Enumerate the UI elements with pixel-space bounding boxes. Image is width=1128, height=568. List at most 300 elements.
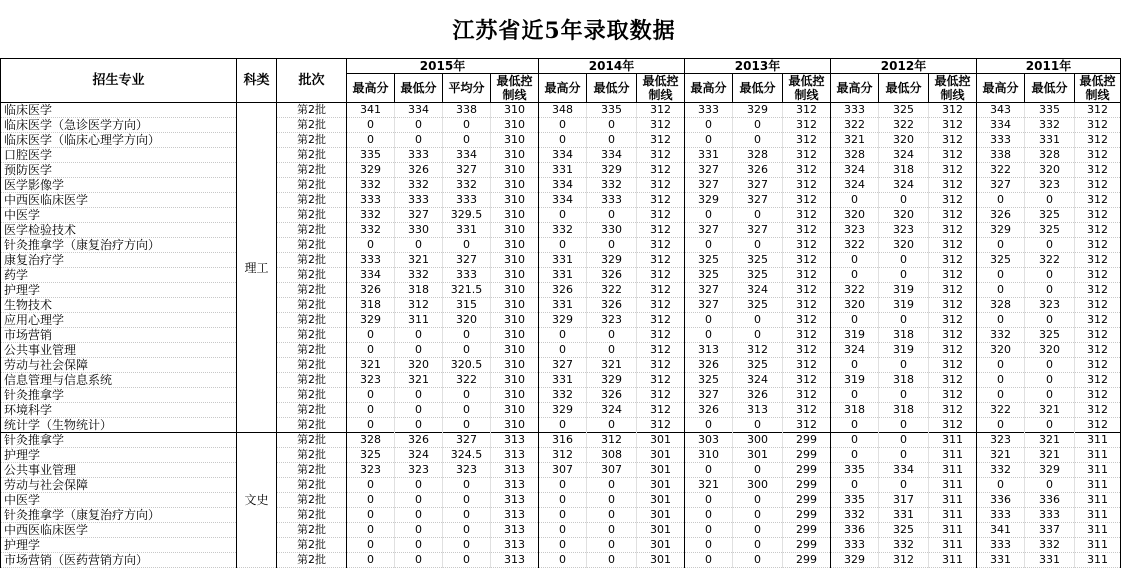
cell-score: 325: [879, 103, 929, 118]
cell-score: 311: [929, 463, 977, 478]
cell-score: 320: [831, 298, 879, 313]
cell-score: 312: [637, 223, 685, 238]
cell-score: 0: [733, 133, 783, 148]
cell-batch: 第2批: [277, 193, 347, 208]
cell-score: 321: [831, 133, 879, 148]
cell-score: 311: [929, 478, 977, 493]
table-row: [1, 388, 1121, 403]
cell-score: 312: [783, 208, 831, 223]
cell-score: 0: [1025, 268, 1075, 283]
cell-score: 327: [685, 178, 733, 193]
cell-batch: 第2批: [277, 373, 347, 388]
table-row: [1, 103, 1121, 118]
cell-score: 323: [347, 463, 395, 478]
cell-score: 327: [685, 388, 733, 403]
cell-score: 312: [929, 358, 977, 373]
header-avg-2015: 平均分: [443, 74, 491, 103]
cell-major: 康复治疗学: [1, 253, 237, 268]
cell-score: 310: [685, 448, 733, 463]
cell-score: 0: [977, 388, 1025, 403]
table-row: [1, 208, 1121, 223]
cell-score: 0: [587, 553, 637, 568]
cell-score: 312: [1075, 148, 1121, 163]
cell-score: 324.5: [443, 448, 491, 463]
cell-score: 0: [977, 358, 1025, 373]
table-row: [1, 118, 1121, 133]
cell-score: 324: [831, 178, 879, 193]
cell-score: 301: [637, 478, 685, 493]
cell-score: 312: [395, 298, 443, 313]
cell-score: 331: [443, 223, 491, 238]
cell-score: 0: [443, 538, 491, 553]
cell-score: 328: [831, 148, 879, 163]
cell-score: 328: [347, 433, 395, 448]
cell-score: 0: [347, 538, 395, 553]
cell-score: 312: [1075, 238, 1121, 253]
cell-major: 统计学（生物统计）: [1, 418, 237, 433]
cell-score: 333: [347, 253, 395, 268]
cell-score: 326: [587, 268, 637, 283]
table-row: [1, 418, 1121, 433]
cell-score: 0: [395, 328, 443, 343]
cell-score: 0: [347, 508, 395, 523]
cell-score: 0: [879, 358, 929, 373]
header-year-2011: 2011年: [977, 59, 1121, 74]
header-min-2012: 最低分: [879, 74, 929, 103]
cell-score: 326: [587, 388, 637, 403]
cell-score: 312: [733, 343, 783, 358]
cell-score: 321: [977, 448, 1025, 463]
cell-score: 318: [395, 283, 443, 298]
cell-score: 331: [685, 148, 733, 163]
cell-score: 312: [929, 403, 977, 418]
cell-score: 333: [977, 133, 1025, 148]
cell-score: 0: [1025, 478, 1075, 493]
cell-score: 0: [733, 328, 783, 343]
cell-score: 324: [879, 178, 929, 193]
cell-score: 0: [1025, 238, 1075, 253]
cell-batch: 第2批: [277, 463, 347, 478]
cell-score: 329: [977, 223, 1025, 238]
cell-major: 针灸推拿学: [1, 388, 237, 403]
cell-score: 0: [1025, 313, 1075, 328]
cell-score: 329: [539, 313, 587, 328]
cell-score: 329: [587, 373, 637, 388]
cell-score: 0: [347, 478, 395, 493]
cell-score: 0: [1025, 193, 1075, 208]
cell-score: 0: [443, 553, 491, 568]
cell-score: 310: [491, 163, 539, 178]
cell-score: 0: [831, 358, 879, 373]
cell-score: 0: [831, 478, 879, 493]
table-row: [1, 238, 1121, 253]
cell-score: 0: [685, 523, 733, 538]
cell-score: 0: [685, 553, 733, 568]
cell-score: 312: [879, 553, 929, 568]
cell-score: 312: [637, 328, 685, 343]
cell-score: 312: [929, 238, 977, 253]
cell-score: 332: [395, 178, 443, 193]
cell-score: 0: [587, 508, 637, 523]
cell-score: 311: [1075, 538, 1121, 553]
cell-score: 312: [929, 133, 977, 148]
header-min-2015: 最低分: [395, 74, 443, 103]
cell-score: 320.5: [443, 358, 491, 373]
cell-score: 326: [347, 283, 395, 298]
cell-score: 333: [685, 103, 733, 118]
table-row: [1, 403, 1121, 418]
cell-score: 312: [637, 193, 685, 208]
cell-score: 328: [733, 148, 783, 163]
cell-score: 343: [977, 103, 1025, 118]
cell-score: 322: [1025, 253, 1075, 268]
cell-score: 310: [491, 193, 539, 208]
cell-score: 312: [1075, 103, 1121, 118]
cell-score: 0: [443, 478, 491, 493]
cell-score: 312: [637, 358, 685, 373]
cell-score: 320: [879, 238, 929, 253]
cell-score: 0: [587, 343, 637, 358]
table-row: [1, 343, 1121, 358]
cell-score: 311: [929, 523, 977, 538]
cell-score: 299: [783, 448, 831, 463]
cell-batch: 第2批: [277, 538, 347, 553]
cell-score: 312: [783, 253, 831, 268]
cell-score: 319: [879, 298, 929, 313]
cell-score: 312: [1075, 388, 1121, 403]
cell-score: 312: [929, 283, 977, 298]
cell-batch: 第2批: [277, 208, 347, 223]
cell-score: 333: [977, 508, 1025, 523]
cell-score: 313: [491, 433, 539, 448]
cell-score: 312: [1075, 133, 1121, 148]
cell-score: 312: [637, 418, 685, 433]
cell-score: 311: [1075, 523, 1121, 538]
cell-score: 307: [539, 463, 587, 478]
cell-score: 0: [831, 268, 879, 283]
cell-score: 322: [831, 238, 879, 253]
table-row: [1, 193, 1121, 208]
cell-batch: 第2批: [277, 118, 347, 133]
cell-score: 321.5: [443, 283, 491, 298]
cell-score: 312: [1075, 193, 1121, 208]
cell-score: 312: [783, 403, 831, 418]
cell-score: 0: [733, 523, 783, 538]
cell-score: 312: [1075, 223, 1121, 238]
cell-score: 322: [977, 163, 1025, 178]
cell-score: 318: [347, 298, 395, 313]
cell-major: 护理学: [1, 448, 237, 463]
cell-score: 312: [1075, 343, 1121, 358]
cell-score: 312: [783, 268, 831, 283]
cell-score: 0: [395, 538, 443, 553]
cell-score: 299: [783, 553, 831, 568]
cell-batch: 第2批: [277, 343, 347, 358]
cell-score: 301: [637, 553, 685, 568]
cell-score: 0: [347, 493, 395, 508]
cell-score: 311: [1075, 553, 1121, 568]
cell-score: 0: [587, 493, 637, 508]
cell-category: 文史: [237, 433, 277, 568]
cell-score: 0: [977, 268, 1025, 283]
cell-batch: 第2批: [277, 328, 347, 343]
cell-score: 338: [977, 148, 1025, 163]
table-row: [1, 463, 1121, 478]
cell-score: 332: [539, 388, 587, 403]
cell-score: 335: [1025, 103, 1075, 118]
cell-score: 331: [539, 268, 587, 283]
cell-score: 312: [637, 253, 685, 268]
cell-score: 0: [347, 238, 395, 253]
cell-score: 312: [929, 388, 977, 403]
cell-score: 312: [929, 103, 977, 118]
table-row: [1, 283, 1121, 298]
cell-score: 312: [783, 373, 831, 388]
cell-score: 331: [1025, 553, 1075, 568]
cell-score: 0: [395, 478, 443, 493]
cell-score: 329: [831, 553, 879, 568]
cell-score: 310: [491, 103, 539, 118]
cell-major: 针灸推拿学（康复治疗方向）: [1, 238, 237, 253]
table-row: [1, 538, 1121, 553]
cell-score: 332: [1025, 118, 1075, 133]
cell-score: 324: [733, 283, 783, 298]
cell-score: 326: [395, 433, 443, 448]
cell-score: 327: [685, 298, 733, 313]
cell-score: 0: [879, 433, 929, 448]
cell-score: 323: [1025, 298, 1075, 313]
header-max-2012: 最高分: [831, 74, 879, 103]
cell-major: 针灸推拿学: [1, 433, 237, 448]
cell-score: 332: [831, 508, 879, 523]
cell-score: 310: [491, 268, 539, 283]
cell-major: 中西医临床医学: [1, 193, 237, 208]
cell-score: 312: [929, 313, 977, 328]
cell-score: 0: [539, 238, 587, 253]
cell-score: 0: [443, 508, 491, 523]
cell-score: 329: [347, 163, 395, 178]
cell-score: 337: [1025, 523, 1075, 538]
cell-score: 312: [929, 208, 977, 223]
cell-score: 333: [587, 193, 637, 208]
header-min-2013: 最低分: [733, 74, 783, 103]
cell-score: 0: [733, 463, 783, 478]
cell-batch: 第2批: [277, 388, 347, 403]
cell-score: 324: [587, 403, 637, 418]
cell-score: 307: [587, 463, 637, 478]
cell-score: 335: [587, 103, 637, 118]
cell-batch: 第2批: [277, 493, 347, 508]
cell-score: 327: [685, 163, 733, 178]
cell-score: 333: [443, 193, 491, 208]
cell-score: 312: [1075, 358, 1121, 373]
cell-score: 303: [685, 433, 733, 448]
cell-score: 332: [347, 208, 395, 223]
cell-score: 333: [395, 193, 443, 208]
cell-score: 320: [1025, 163, 1075, 178]
cell-score: 332: [879, 538, 929, 553]
cell-score: 0: [1025, 418, 1075, 433]
cell-score: 299: [783, 433, 831, 448]
cell-score: 331: [879, 508, 929, 523]
cell-score: 312: [637, 103, 685, 118]
cell-batch: 第2批: [277, 553, 347, 568]
cell-score: 0: [587, 133, 637, 148]
cell-score: 312: [929, 118, 977, 133]
cell-score: 312: [637, 313, 685, 328]
cell-major: 临床医学（急诊医学方向）: [1, 118, 237, 133]
cell-score: 0: [685, 493, 733, 508]
cell-score: 336: [831, 523, 879, 538]
cell-score: 0: [587, 118, 637, 133]
cell-score: 311: [1075, 448, 1121, 463]
cell-score: 0: [539, 538, 587, 553]
table-row: [1, 253, 1121, 268]
cell-score: 334: [587, 148, 637, 163]
cell-score: 312: [783, 343, 831, 358]
cell-score: 310: [491, 328, 539, 343]
cell-major: 护理学: [1, 283, 237, 298]
cell-score: 312: [539, 448, 587, 463]
cell-score: 321: [685, 478, 733, 493]
cell-score: 0: [879, 448, 929, 463]
cell-score: 0: [879, 193, 929, 208]
cell-score: 312: [1075, 208, 1121, 223]
cell-score: 312: [637, 298, 685, 313]
header-max-2014: 最高分: [539, 74, 587, 103]
cell-batch: 第2批: [277, 238, 347, 253]
cell-score: 299: [783, 493, 831, 508]
cell-batch: 第2批: [277, 478, 347, 493]
table-row: [1, 268, 1121, 283]
cell-score: 0: [1025, 388, 1075, 403]
cell-batch: 第2批: [277, 283, 347, 298]
cell-score: 0: [733, 118, 783, 133]
cell-score: 333: [831, 538, 879, 553]
cell-score: 312: [783, 133, 831, 148]
cell-score: 310: [491, 358, 539, 373]
cell-score: 301: [637, 448, 685, 463]
cell-score: 300: [733, 433, 783, 448]
cell-major: 针灸推拿学（康复治疗方向）: [1, 508, 237, 523]
cell-score: 325: [733, 358, 783, 373]
table-row: [1, 313, 1121, 328]
table-row: [1, 493, 1121, 508]
cell-score: 325: [1025, 328, 1075, 343]
cell-score: 321: [347, 358, 395, 373]
header-year-2015: 2015年: [347, 59, 539, 74]
cell-score: 329: [685, 193, 733, 208]
cell-score: 324: [733, 373, 783, 388]
cell-score: 0: [347, 118, 395, 133]
cell-score: 311: [1075, 508, 1121, 523]
cell-score: 0: [733, 538, 783, 553]
cell-score: 313: [491, 463, 539, 478]
cell-score: 325: [977, 253, 1025, 268]
cell-score: 0: [443, 493, 491, 508]
cell-score: 0: [977, 418, 1025, 433]
cell-score: 299: [783, 478, 831, 493]
cell-score: 326: [977, 208, 1025, 223]
cell-score: 311: [1075, 433, 1121, 448]
cell-major: 医学影像学: [1, 178, 237, 193]
cell-score: 326: [733, 163, 783, 178]
cell-score: 0: [587, 328, 637, 343]
cell-score: 311: [1075, 493, 1121, 508]
header-control-2014: 最低控制线: [637, 74, 685, 103]
cell-score: 299: [783, 523, 831, 538]
header-year-2013: 2013年: [685, 59, 831, 74]
cell-score: 0: [879, 388, 929, 403]
cell-score: 325: [685, 253, 733, 268]
cell-score: 0: [685, 238, 733, 253]
cell-score: 326: [395, 163, 443, 178]
table-row: [1, 223, 1121, 238]
cell-score: 0: [395, 493, 443, 508]
cell-score: 0: [733, 208, 783, 223]
cell-score: 312: [637, 238, 685, 253]
cell-score: 327: [733, 223, 783, 238]
cell-score: 312: [783, 358, 831, 373]
cell-score: 327: [733, 193, 783, 208]
cell-score: 312: [783, 103, 831, 118]
header-major: 招生专业: [1, 59, 237, 103]
cell-score: 312: [929, 298, 977, 313]
cell-score: 325: [685, 373, 733, 388]
cell-score: 313: [491, 523, 539, 538]
cell-score: 299: [783, 463, 831, 478]
cell-score: 0: [733, 418, 783, 433]
cell-major: 劳动与社会保障: [1, 478, 237, 493]
cell-score: 333: [977, 538, 1025, 553]
cell-major: 公共事业管理: [1, 463, 237, 478]
cell-score: 327: [395, 208, 443, 223]
cell-score: 312: [637, 268, 685, 283]
cell-score: 0: [831, 418, 879, 433]
cell-score: 0: [831, 448, 879, 463]
cell-score: 312: [1075, 178, 1121, 193]
cell-score: 326: [733, 388, 783, 403]
cell-score: 312: [637, 388, 685, 403]
cell-major: 市场营销（医药营销方向）: [1, 553, 237, 568]
table-row: [1, 178, 1121, 193]
cell-score: 319: [879, 343, 929, 358]
cell-score: 0: [879, 418, 929, 433]
cell-score: 332: [1025, 538, 1075, 553]
cell-score: 300: [733, 478, 783, 493]
cell-major: 临床医学（临床心理学方向）: [1, 133, 237, 148]
cell-score: 310: [491, 208, 539, 223]
cell-score: 325: [879, 523, 929, 538]
cell-score: 0: [879, 313, 929, 328]
cell-score: 312: [929, 343, 977, 358]
table-body: [1, 103, 1121, 568]
cell-score: 0: [443, 388, 491, 403]
cell-score: 0: [587, 238, 637, 253]
cell-score: 312: [929, 178, 977, 193]
cell-score: 0: [395, 388, 443, 403]
cell-score: 311: [929, 433, 977, 448]
cell-score: 312: [783, 313, 831, 328]
cell-score: 301: [637, 493, 685, 508]
cell-score: 0: [831, 313, 879, 328]
cell-score: 0: [733, 493, 783, 508]
cell-score: 312: [929, 163, 977, 178]
cell-score: 312: [637, 163, 685, 178]
cell-score: 322: [879, 118, 929, 133]
cell-score: 312: [637, 403, 685, 418]
cell-score: 310: [491, 313, 539, 328]
